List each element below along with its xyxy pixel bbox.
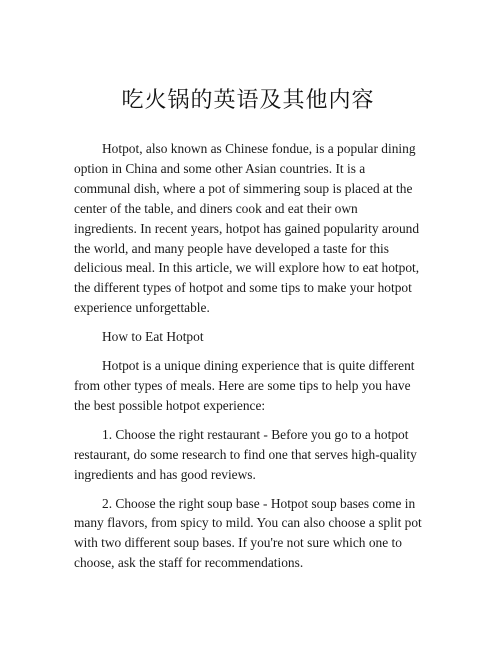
tip-1-paragraph: 1. Choose the right restaurant - Before you go to a hotpot restaurant, do some research to find one that serves high-quality ingredients and has good reviews. [74,426,417,482]
tips-intro-paragraph: Hotpot is a unique dining experience that is quite different from other types of meals. Here are some tips to help you have the best possible hotpot experience: [74,358,415,413]
document-title: 吃火锅的英语及其他内容 [121,88,375,113]
section-heading-how-to-eat: How to Eat Hotpot [102,329,204,345]
intro-paragraph: Hotpot, also known as Chinese fondue, is a popular dining option in China and some other Asian countries. It is a communal dish, where a pot of simmering soup is placed at the center of the table, and diners cook and eat their own ingredients. In recent years, hotpot has gained popularity around the world, and many people have developed a taste for this delicious meal. In this article, we will explore how to eat hotpot, the different types of hotpot and some tips to make your hotpot experience unforgettable. [74,141,420,316]
tip-2-paragraph: 2. Choose the right soup base - Hotpot soup bases come in many flavors, from spicy to mild. You can also choose a split pot with two different soup bases. If you're not sure which one to choose, ask the staff for recommendations. [74,495,422,571]
